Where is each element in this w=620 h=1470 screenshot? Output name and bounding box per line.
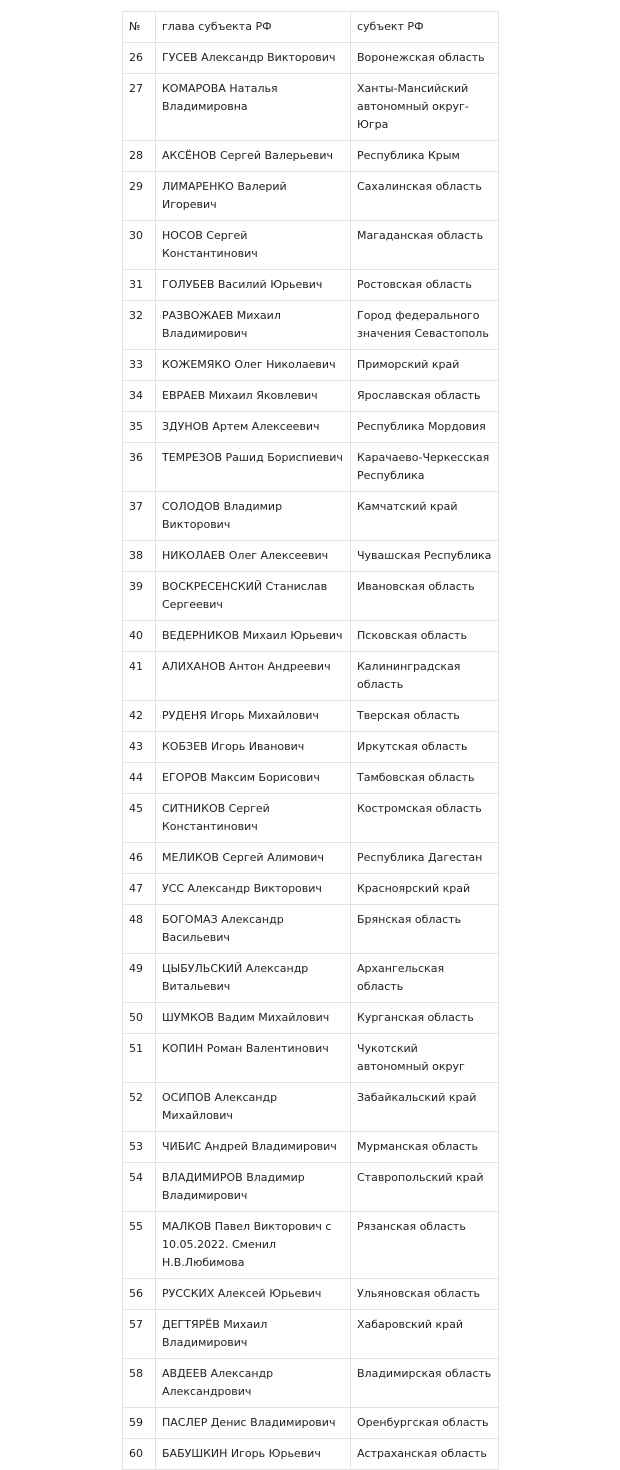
row-region: Город федерального значения Севастополь [351, 301, 499, 350]
row-head: ВОСКРЕСЕНСКИЙ Станислав Сергеевич [156, 572, 351, 621]
row-head: АЛИХАНОВ Антон Андреевич [156, 652, 351, 701]
row-head: ЕВРАЕВ Михаил Яковлевич [156, 381, 351, 412]
table-row [123, 492, 499, 541]
row-region: Тверская область [351, 701, 499, 732]
header-num: № [123, 12, 156, 43]
row-num: 57 [123, 1310, 156, 1359]
table-row [123, 652, 499, 701]
table-row [123, 541, 499, 572]
table-row [123, 141, 499, 172]
row-region: Владимирская область [351, 1359, 499, 1408]
row-region: Хабаровский край [351, 1310, 499, 1359]
row-head: ШУМКОВ Вадим Михайлович [156, 1003, 351, 1034]
row-num: 50 [123, 1003, 156, 1034]
table-row [123, 621, 499, 652]
row-region: Воронежская область [351, 43, 499, 74]
row-num: 47 [123, 874, 156, 905]
row-region: Чувашская Республика [351, 541, 499, 572]
row-num: 36 [123, 443, 156, 492]
row-region: Иркутская область [351, 732, 499, 763]
row-num: 40 [123, 621, 156, 652]
row-head: ЗДУНОВ Артем Алексеевич [156, 412, 351, 443]
row-region: Оренбургская область [351, 1408, 499, 1439]
row-head: МАЛКОВ Павел Викторович с 10.05.2022. Сменил Н.В.Любимова [156, 1212, 351, 1279]
row-head: КОПИН Роман Валентинович [156, 1034, 351, 1083]
row-num: 39 [123, 572, 156, 621]
row-num: 30 [123, 221, 156, 270]
row-head: ВЛАДИМИРОВ Владимир Владимирович [156, 1163, 351, 1212]
row-region: Ростовская область [351, 270, 499, 301]
row-region: Ульяновская область [351, 1279, 499, 1310]
row-num: 34 [123, 381, 156, 412]
row-region: Рязанская область [351, 1212, 499, 1279]
table-row [123, 381, 499, 412]
row-head: ВЕДЕРНИКОВ Михаил Юрьевич [156, 621, 351, 652]
row-head: ЦЫБУЛЬСКИЙ Александр Витальевич [156, 954, 351, 1003]
row-num: 33 [123, 350, 156, 381]
row-num: 55 [123, 1212, 156, 1279]
row-num: 28 [123, 141, 156, 172]
row-region: Карачаево-Черкесская Республика [351, 443, 499, 492]
row-region: Астраханская область [351, 1439, 499, 1470]
table-row [123, 412, 499, 443]
row-region: Приморский край [351, 350, 499, 381]
table-row [123, 843, 499, 874]
row-head: ГОЛУБЕВ Василий Юрьевич [156, 270, 351, 301]
regional-heads-table [122, 11, 499, 1470]
row-region: Ивановская область [351, 572, 499, 621]
row-num: 37 [123, 492, 156, 541]
table-row [123, 443, 499, 492]
row-num: 58 [123, 1359, 156, 1408]
row-num: 43 [123, 732, 156, 763]
row-head: КОЖЕМЯКО Олег Николаевич [156, 350, 351, 381]
row-head: ЧИБИС Андрей Владимирович [156, 1132, 351, 1163]
row-head: ЕГОРОВ Максим Борисович [156, 763, 351, 794]
row-region: Сахалинская область [351, 172, 499, 221]
row-head: ДЕГТЯРЁВ Михаил Владимирович [156, 1310, 351, 1359]
row-head: АКСЁНОВ Сергей Валерьевич [156, 141, 351, 172]
table-row [123, 1003, 499, 1034]
row-head: ТЕМРЕЗОВ Рашид Бориспиевич [156, 443, 351, 492]
table-row [123, 74, 499, 141]
row-region: Мурманская область [351, 1132, 499, 1163]
row-num: 31 [123, 270, 156, 301]
row-head: РУССКИХ Алексей Юрьевич [156, 1279, 351, 1310]
row-num: 56 [123, 1279, 156, 1310]
table-row [123, 1034, 499, 1083]
row-head: УСС Александр Викторович [156, 874, 351, 905]
row-region: Архангельская область [351, 954, 499, 1003]
table-header-row [123, 12, 499, 43]
table-row [123, 794, 499, 843]
row-num: 45 [123, 794, 156, 843]
row-head: НИКОЛАЕВ Олег Алексеевич [156, 541, 351, 572]
row-num: 46 [123, 843, 156, 874]
row-num: 27 [123, 74, 156, 141]
row-num: 60 [123, 1439, 156, 1470]
row-num: 49 [123, 954, 156, 1003]
row-num: 52 [123, 1083, 156, 1132]
table-row [123, 1083, 499, 1132]
table-row [123, 172, 499, 221]
row-head: РУДЕНЯ Игорь Михайлович [156, 701, 351, 732]
table-row [123, 1310, 499, 1359]
row-num: 59 [123, 1408, 156, 1439]
table-row [123, 763, 499, 794]
row-region: Забайкальский край [351, 1083, 499, 1132]
row-region: Республика Дагестан [351, 843, 499, 874]
header-head: глава субъекта РФ [156, 12, 351, 43]
row-region: Камчатский край [351, 492, 499, 541]
row-head: РАЗВОЖАЕВ Михаил Владимирович [156, 301, 351, 350]
row-region: Ханты-Мансийский автономный округ-Югра [351, 74, 499, 141]
table-row [123, 701, 499, 732]
table-row [123, 874, 499, 905]
table-row [123, 1163, 499, 1212]
row-head: АВДЕЕВ Александр Александрович [156, 1359, 351, 1408]
table-row [123, 1212, 499, 1279]
row-region: Курганская область [351, 1003, 499, 1034]
table-row [123, 350, 499, 381]
row-num: 54 [123, 1163, 156, 1212]
row-num: 32 [123, 301, 156, 350]
row-head: МЕЛИКОВ Сергей Алимович [156, 843, 351, 874]
row-num: 44 [123, 763, 156, 794]
row-region: Республика Мордовия [351, 412, 499, 443]
row-num: 48 [123, 905, 156, 954]
table-row [123, 1359, 499, 1408]
row-num: 42 [123, 701, 156, 732]
table-row [123, 1439, 499, 1470]
table-row [123, 270, 499, 301]
row-region: Костромская область [351, 794, 499, 843]
row-region: Псковская область [351, 621, 499, 652]
table-row [123, 1132, 499, 1163]
table-row [123, 1279, 499, 1310]
row-region: Ставропольский край [351, 1163, 499, 1212]
row-head: ЛИМАРЕНКО Валерий Игоревич [156, 172, 351, 221]
row-region: Калининградская область [351, 652, 499, 701]
row-region: Брянская область [351, 905, 499, 954]
row-region: Чукотский автономный округ [351, 1034, 499, 1083]
row-head: ГУСЕВ Александр Викторович [156, 43, 351, 74]
table-row [123, 43, 499, 74]
row-num: 51 [123, 1034, 156, 1083]
row-head: КОБЗЕВ Игорь Иванович [156, 732, 351, 763]
row-head: КОМАРОВА Наталья Владимировна [156, 74, 351, 141]
table-row [123, 732, 499, 763]
row-num: 38 [123, 541, 156, 572]
table-row [123, 1408, 499, 1439]
table-row [123, 221, 499, 270]
row-num: 41 [123, 652, 156, 701]
row-head: СИТНИКОВ Сергей Константинович [156, 794, 351, 843]
row-region: Магаданская область [351, 221, 499, 270]
row-head: БОГОМАЗ Александр Васильевич [156, 905, 351, 954]
row-head: НОСОВ Сергей Константинович [156, 221, 351, 270]
row-num: 29 [123, 172, 156, 221]
row-region: Ярославская область [351, 381, 499, 412]
table-row [123, 572, 499, 621]
row-head: БАБУШКИН Игорь Юрьевич [156, 1439, 351, 1470]
table-row [123, 954, 499, 1003]
row-num: 53 [123, 1132, 156, 1163]
row-region: Республика Крым [351, 141, 499, 172]
table-row [123, 905, 499, 954]
row-num: 26 [123, 43, 156, 74]
row-head: ОСИПОВ Александр Михайлович [156, 1083, 351, 1132]
row-head: СОЛОДОВ Владимир Викторович [156, 492, 351, 541]
row-region: Тамбовская область [351, 763, 499, 794]
row-region: Красноярский край [351, 874, 499, 905]
row-num: 35 [123, 412, 156, 443]
row-head: ПАСЛЕР Денис Владимирович [156, 1408, 351, 1439]
header-region: субъект РФ [351, 12, 499, 43]
table-row [123, 301, 499, 350]
